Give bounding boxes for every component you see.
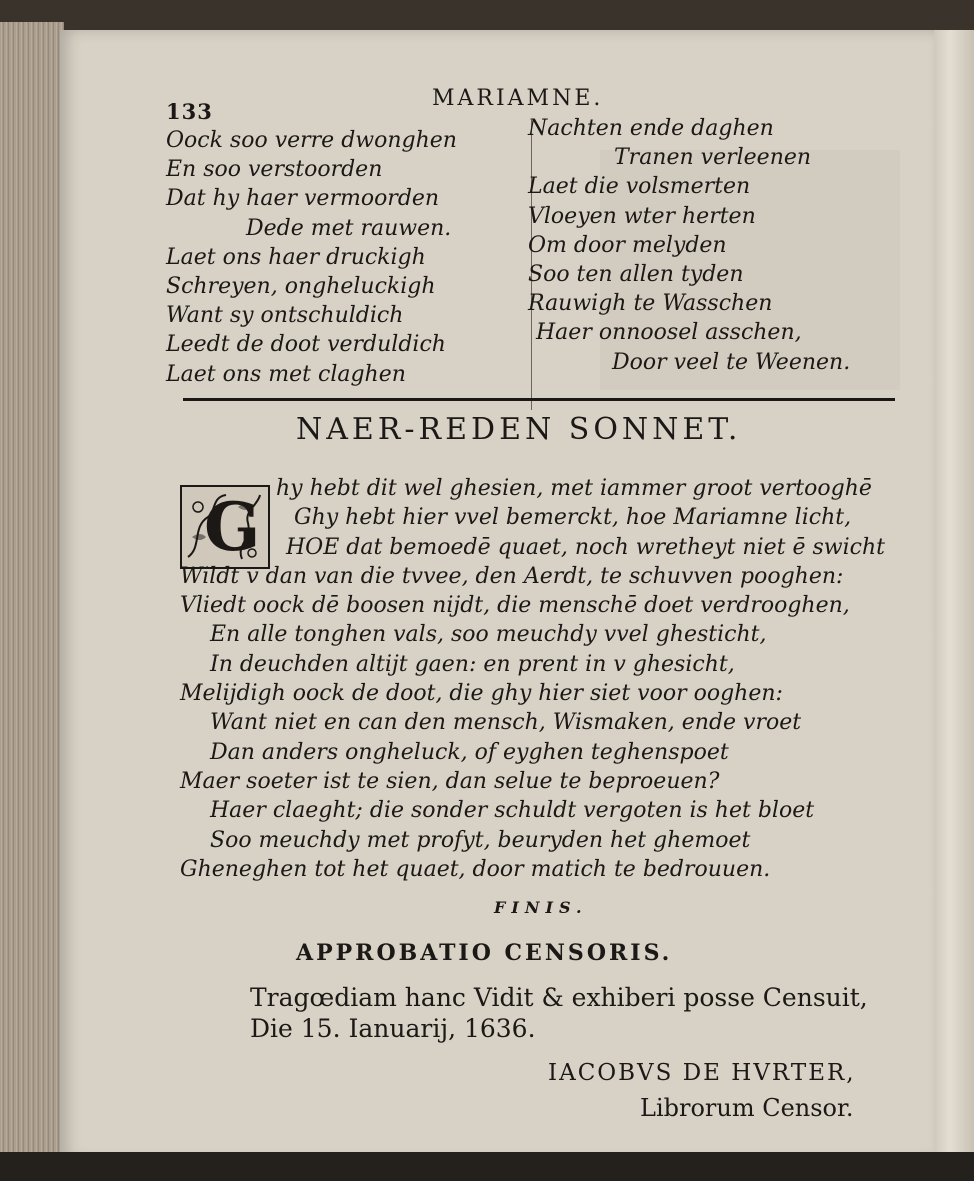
- censor-line: Tragœdiam hanc Vidit & exhiberi posse Censuit,: [250, 983, 868, 1012]
- sonnet-heading: NAER-REDEN SONNET.: [296, 412, 742, 447]
- sonnet-line: Maer soeter ist te sien, dan selue te beproeuen?: [180, 768, 720, 794]
- sonnet-line: Haer claeght; die sonder schuldt vergoten is het bloet: [210, 798, 815, 824]
- censor-line: Die 15. Ianuarij, 1636.: [250, 1014, 536, 1043]
- poem-line: Want sy ontschuldich: [166, 303, 404, 329]
- sonnet-line: Wildt v dan van die tvvee, den Aerdt, te schuvven pooghen:: [180, 563, 844, 589]
- poem-line: Leedt de doot verduldich: [166, 332, 446, 358]
- sonnet-line: hy hebt dit wel ghesien, met iammer groot vertooghē: [276, 476, 872, 501]
- initial-letter: G: [204, 488, 261, 566]
- finis-mark: FINIS.: [494, 898, 588, 917]
- book-top-edge: [0, 0, 974, 30]
- running-title: MARIAMNE.: [432, 86, 604, 111]
- poem-line: Nachten ende daghen: [528, 116, 774, 141]
- poem-line: Laet ons met claghen: [166, 361, 406, 387]
- book-bottom-edge: [0, 1152, 974, 1181]
- poem-line: Laet die volsmerten: [528, 174, 751, 200]
- section-rule: [183, 398, 895, 401]
- sonnet-line: Soo meuchdy met profyt, beuryden het ghemoet: [210, 827, 751, 853]
- sonnet-line: In deuchden altijt gaen: en prent in v ghesicht,: [210, 651, 735, 677]
- approbatio-heading: APPROBATIO CENSORIS.: [296, 940, 673, 966]
- page-number: 133: [166, 99, 213, 124]
- sonnet-line: Melijdigh oock de doot, die ghy hier siet voor ooghen:: [180, 681, 783, 707]
- sonnet-line: Ghy hebt hier vvel bemerckt, hoe Mariamne licht,: [294, 505, 852, 531]
- poem-line: Tranen verleenen: [614, 145, 812, 171]
- sonnet-line: En alle tonghen vals, soo meuchdy vvel ghesticht,: [210, 622, 767, 648]
- censor-text: [250, 982, 868, 1044]
- sonnet-body: [180, 474, 885, 884]
- signature-role: Librorum Censor.: [640, 1094, 854, 1122]
- poem-line: Vloeyen wter herten: [528, 203, 756, 229]
- poem-line: Rauwigh te Wasschen: [528, 291, 773, 317]
- sonnet-line: Dan anders ongheluck, of eyghen teghenspoet: [210, 739, 729, 765]
- sonnet-line: HOE dat bemoedē quaet, noch wretheyt niet ē swicht: [286, 534, 885, 560]
- poem-line: Dede met rauwen.: [246, 215, 452, 241]
- poem-line: Om door melyden: [528, 232, 727, 258]
- poem-line: Dat hy haer vermoorden: [166, 186, 440, 212]
- sonnet-line: Vliedt oock dē boosen nijdt, die menschē doet verdrooghen,: [180, 593, 850, 619]
- poem-left-column: [166, 126, 457, 389]
- poem-line: Laet ons haer druckigh: [166, 244, 426, 270]
- poem-line: Schreyen, ongheluckigh: [166, 273, 436, 299]
- page-stack-edge: [0, 22, 64, 1152]
- poem-line: Door veel te Weenen.: [612, 349, 851, 375]
- sonnet-line: Want niet en can den mensch, Wismaken, ende vroet: [210, 710, 802, 736]
- poem-line: Oock soo verre dwonghen: [166, 128, 457, 153]
- sonnet-line: Gheneghen tot het quaet, door matich te bedrouuen.: [180, 856, 771, 882]
- poem-line: Haer onnoosel asschen,: [536, 320, 802, 346]
- signature-name: IACOBVS DE HVRTER,: [548, 1060, 856, 1086]
- facing-page-edge: [934, 30, 974, 1160]
- poem-right-column: [528, 114, 850, 377]
- poem-line: Soo ten allen tyden: [528, 261, 744, 287]
- poem-line: En soo verstoorden: [166, 157, 383, 183]
